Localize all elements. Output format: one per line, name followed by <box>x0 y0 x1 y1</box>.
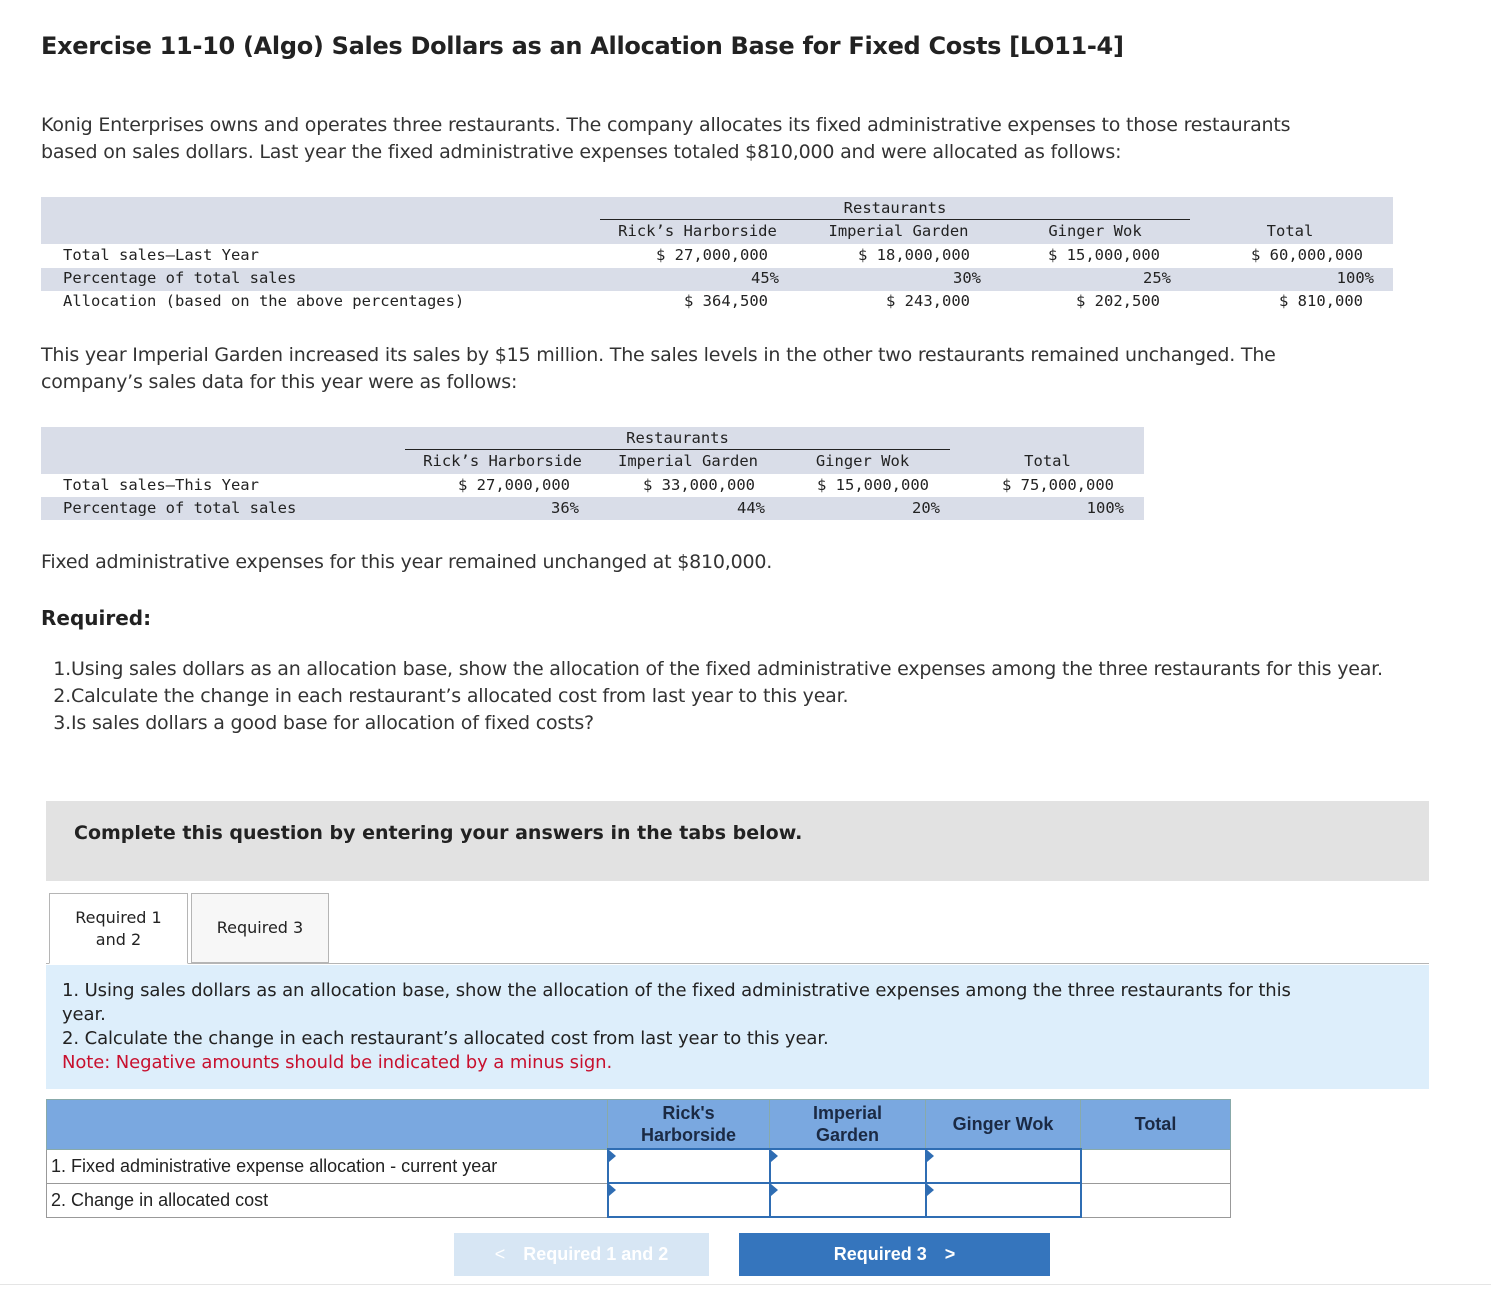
table2-cell: $ 15,000,000 <box>817 476 929 494</box>
answer-header-ginger <box>926 1100 1081 1150</box>
table1-col-ricks: Rick’s Harborside <box>618 222 777 240</box>
change-ginger-input[interactable] <box>926 1183 1081 1217</box>
panel-line: year. <box>62 1004 106 1025</box>
tab-bar-divider <box>46 963 1429 964</box>
tab-required-3[interactable] <box>191 893 329 963</box>
required-item-number: 3. <box>53 712 71 734</box>
table1-cell: 25% <box>1143 269 1171 287</box>
table1-cell: $ 60,000,000 <box>1251 246 1363 264</box>
table2-cell: 44% <box>737 499 765 517</box>
input-marker-icon <box>927 1150 934 1162</box>
panel-line: 1. Using sales dollars as an allocation base, show the allocation of the fixed administrative expenses among the three restaurants for this <box>62 980 1291 1001</box>
table1-row-label: Allocation (based on the above percentages) <box>63 292 465 310</box>
change-imperial-input[interactable] <box>770 1183 926 1217</box>
table2-cell: $ 75,000,000 <box>1002 476 1114 494</box>
intro-line-2: based on sales dollars. Last year the fixed administrative expenses totaled $810,000 and were allocated as follows: <box>41 141 1122 163</box>
complete-banner-text: Complete this question by entering your answers in the tabs below. <box>74 822 803 844</box>
next-tab-button[interactable] <box>739 1233 1050 1276</box>
required-item-number: 2. <box>53 685 71 707</box>
allocation-imperial-input[interactable] <box>770 1149 926 1183</box>
required-list <box>41 656 1451 737</box>
required-item <box>41 710 1451 737</box>
table1-cell: 45% <box>751 269 779 287</box>
table2-col-ginger: Ginger Wok <box>815 452 910 470</box>
table1-cell: $ 202,500 <box>1076 292 1160 310</box>
answer-row-allocation <box>47 1149 1231 1183</box>
answer-row-change <box>47 1183 1231 1217</box>
allocation-total-cell <box>1081 1149 1231 1183</box>
table2-col-imperial: Imperial Garden <box>618 452 758 470</box>
answer-header-total <box>1081 1100 1231 1150</box>
required-item <box>41 683 1451 710</box>
middle-line-2: company’s sales data for this year were as follows: <box>41 371 518 393</box>
panel-line: 2. Calculate the change in each restaurant’s allocated cost from last year to this year. <box>62 1028 829 1049</box>
table2-cell: $ 33,000,000 <box>643 476 755 494</box>
table1-cell: 100% <box>1336 269 1374 287</box>
input-marker-icon <box>771 1184 778 1196</box>
required-item-text: Calculate the change in each restaurant’s allocated cost from last year to this year. <box>71 685 849 707</box>
header-line: Total <box>1134 1114 1177 1135</box>
table1-cell: $ 18,000,000 <box>858 246 970 264</box>
middle-line-1: This year Imperial Garden increased its sales by $15 million. The sales levels in the other two restaurants remained unchanged. The <box>41 344 1276 366</box>
tab-required-1-and-2[interactable] <box>49 893 188 964</box>
table2-col-total: Total <box>1024 452 1071 470</box>
chevron-right-icon: > <box>944 1244 956 1264</box>
required-item-number: 1. <box>53 658 71 680</box>
answer-table-header-row <box>47 1100 1231 1150</box>
tab-label: and 2 <box>95 929 142 949</box>
header-line: Imperial <box>812 1103 883 1123</box>
input-marker-icon <box>609 1184 616 1196</box>
middle-text <box>41 342 1461 396</box>
next-tab-label: Required 3 <box>833 1244 927 1264</box>
instruction-panel <box>46 965 1429 1089</box>
chevron-left-icon: < <box>494 1244 506 1264</box>
tab-label: Required 1 <box>75 907 162 927</box>
allocation-ginger-input[interactable] <box>926 1149 1081 1183</box>
intro-line-1: Konig Enterprises owns and operates three restaurants. The company allocates its fixed administrative expenses to those restaurants <box>41 114 1291 136</box>
header-line: Garden <box>815 1125 880 1145</box>
table1-group-header: Restaurants <box>843 199 947 217</box>
table1-col-ginger: Ginger Wok <box>1048 222 1142 240</box>
required-item-text: Is sales dollars a good base for allocation of fixed costs? <box>71 712 594 734</box>
prev-tab-button[interactable] <box>454 1233 709 1276</box>
header-line: Ginger Wok <box>952 1114 1054 1134</box>
table2-cell: 20% <box>912 499 940 517</box>
answer-row-label: 2. Change in allocated cost <box>47 1183 608 1217</box>
tab-label: Required 3 <box>216 918 304 937</box>
header-line: Harborside <box>640 1125 737 1145</box>
table1-cell: $ 243,000 <box>886 292 970 310</box>
answer-header-blank <box>47 1100 608 1150</box>
table1-group-underline <box>600 219 1190 220</box>
required-item <box>41 656 1451 683</box>
table2-row-label: Percentage of total sales <box>63 499 297 517</box>
table1-cell: $ 810,000 <box>1279 292 1363 310</box>
page-title: Exercise 11-10 (Algo) Sales Dollars as an Allocation Base for Fixed Costs [LO11-4] <box>41 32 1124 60</box>
table1-cell: 30% <box>953 269 981 287</box>
input-marker-icon <box>771 1150 778 1162</box>
table1-row-label: Total sales—Last Year <box>63 246 259 264</box>
bottom-divider <box>0 1284 1491 1285</box>
table1-col-imperial: Imperial Garden <box>828 222 969 240</box>
table2-row-label: Total sales—This Year <box>63 476 259 494</box>
change-ricks-input[interactable] <box>608 1183 770 1217</box>
allocation-ricks-input[interactable] <box>608 1149 770 1183</box>
change-total-cell <box>1081 1183 1231 1217</box>
answer-table <box>46 1099 1231 1218</box>
complete-banner <box>46 801 1429 881</box>
table2-group-underline <box>405 449 950 450</box>
table1-cell: $ 15,000,000 <box>1048 246 1160 264</box>
answer-header-imperial <box>770 1100 926 1150</box>
table1-col-total: Total <box>1266 222 1314 240</box>
table2-cell: 36% <box>551 499 579 517</box>
required-item-text: Using sales dollars as an allocation base, show the allocation of the fixed administrative expenses among the three restaurants for this year. <box>71 658 1383 680</box>
panel-note: Note: Negative amounts should be indicated by a minus sign. <box>62 1052 613 1073</box>
table1-cell: $ 364,500 <box>684 292 768 310</box>
fixed-expenses-text: Fixed administrative expenses for this year remained unchanged at $810,000. <box>41 551 773 573</box>
table2-col-ricks: Rick’s Harborside <box>423 452 582 470</box>
required-heading: Required: <box>41 606 152 630</box>
table2-cell: $ 27,000,000 <box>458 476 570 494</box>
intro-text <box>41 112 1461 166</box>
table1-row-label: Percentage of total sales <box>63 269 297 287</box>
input-marker-icon <box>927 1184 934 1196</box>
table2-cell: 100% <box>1086 499 1124 517</box>
table2-group-header: Restaurants <box>626 429 729 447</box>
input-marker-icon <box>609 1150 616 1162</box>
answer-header-ricks <box>608 1100 770 1150</box>
answer-row-label: 1. Fixed administrative expense allocation - current year <box>47 1149 608 1183</box>
table1-cell: $ 27,000,000 <box>656 246 768 264</box>
header-line: Rick's <box>662 1103 715 1123</box>
prev-tab-label: Required 1 and 2 <box>523 1244 669 1264</box>
